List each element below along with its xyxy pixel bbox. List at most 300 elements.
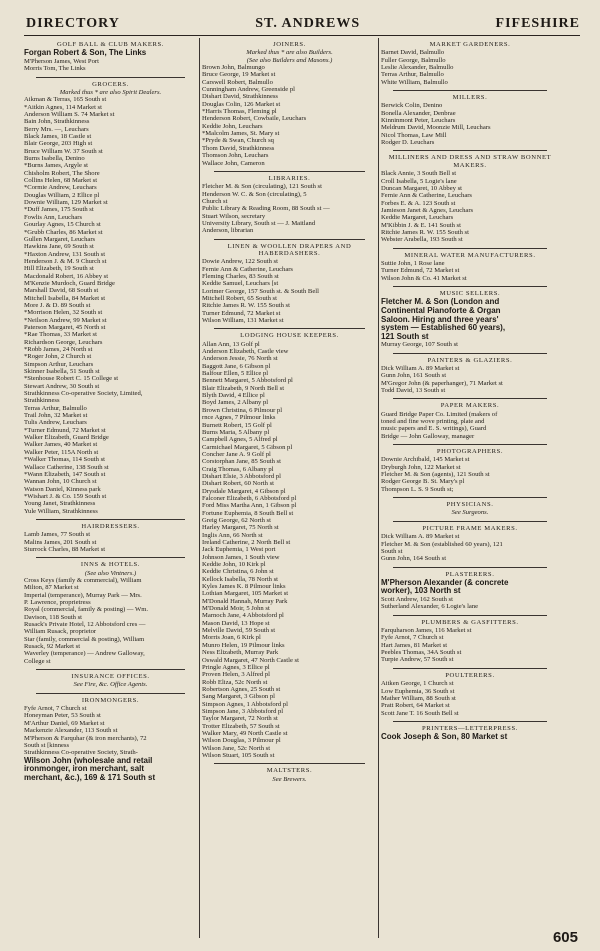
list-item: Bonella Alexander, Denbrae — [381, 109, 456, 117]
list-item: *Neilson Andrew, 99 Market st — [24, 316, 107, 324]
list-item: Turpie Andrew, 57 South st — [381, 656, 454, 664]
list-item: Berry Mrs. —, Leuchars — [24, 125, 89, 133]
list-item: Douglas William, 2 Ellice pl — [24, 191, 100, 199]
list-item: Ireland Catherine, 2 North Bell st — [202, 539, 291, 546]
list-item: Hill Elizabeth, 19 South st — [24, 265, 94, 273]
list-item: Rodger George B. St. Mary's pl — [381, 478, 465, 486]
list-item: Milton, 87 Market st — [24, 584, 79, 592]
list-item: Sang Margaret, 3 Gibson pl — [202, 693, 275, 701]
list-item: toned and fine wove printing, plate and — [381, 418, 485, 426]
list-item: Fuller George, Balmullo — [381, 56, 446, 64]
list-item: Mitchell Isabella, 84 Market st — [24, 294, 106, 302]
section-title-picture-frame: PICTURE FRAME MAKERS. — [422, 524, 518, 532]
list-item: Henderson Robert, Cowbaile, Leuchars — [202, 115, 307, 123]
list-item: Forbes E. & A. 123 South st — [381, 199, 456, 207]
section-title-paper-makers: PAPER MAKERS. — [440, 402, 500, 410]
list-item: Wilson John (wholesale and retail — [24, 756, 153, 765]
list-item: Proven Helen, 3 Alfred pl — [202, 671, 270, 679]
list-item: M'Pherson James, West Port — [24, 57, 99, 65]
list-item: Campbell Agnes, 5 Alfred pl — [202, 436, 278, 444]
list-item: Carmichael Margaret, 5 Gibson pl — [202, 443, 293, 451]
list-item: Bennett Margaret, 5 Abbotsford pl — [202, 377, 293, 385]
section-title-physicians: PHYSICIANS. — [446, 501, 494, 509]
list-item: Gunn John, 161 South st — [381, 372, 447, 380]
list-item: Anderson, librarian — [202, 227, 254, 235]
list-item: Star (family, commercial & posting), William — [24, 635, 145, 643]
list-item: Fortune Euphemia, 8 South Bell st — [202, 509, 294, 517]
poulterers-list — [381, 680, 559, 717]
list-item: Marnoch Jane, 4 Abbotsford pl — [202, 612, 284, 620]
list-item: Cunningham Andrew, Greenside pl — [202, 86, 295, 94]
grocers-note: Marked thus * are also Spirit Dealers. — [59, 88, 162, 96]
section-divider — [214, 171, 365, 172]
mineral-water-list — [381, 260, 559, 282]
list-item: Munro Helen, 19 Pilmour links — [202, 641, 285, 649]
section-title-lodging: LODGING HOUSE KEEPERS. — [240, 332, 339, 340]
list-item: Strathkinness Co-operative Society, Limited, — [24, 390, 143, 398]
list-item: Mackenzie Alexander, 113 South st — [24, 727, 118, 735]
list-item: M'Kibbin J. & E. 141 South st — [381, 221, 461, 229]
list-item: Taylor Margaret, 72 North st — [202, 715, 278, 723]
list-item: Brown Christina, 6 Pilmour pl — [202, 406, 283, 414]
list-item: Nicol Thomas, Law Mill — [381, 131, 447, 139]
list-item: Concher Jane A. 9 Golf pl — [202, 450, 271, 458]
linen-list — [202, 258, 377, 324]
page-header — [26, 16, 580, 36]
list-item: Kellock Isabella, 78 North st — [202, 575, 278, 583]
list-item: Anderson Elizabeth, Castle view — [202, 348, 289, 356]
list-item: Keddie Christina, 6 John st — [202, 568, 274, 576]
list-item: Morris Tom, The Links — [24, 65, 86, 73]
list-item: Pratt Robert, 64 Market st — [381, 702, 450, 710]
section-divider — [214, 763, 365, 764]
list-item: Turner Edmund, 72 Market st — [202, 309, 281, 317]
section-divider — [393, 521, 547, 522]
list-item: Lothian Margaret, 105 Market st — [202, 590, 289, 598]
section-title-maltsters: MALTSTERS. — [266, 767, 313, 775]
list-item: Royal (commercial, family & posting) — Wm. — [24, 606, 149, 614]
printers-bold-entry: Cook Joseph & Son, 80 Market st — [381, 733, 508, 742]
joiners-note-2: (See also Builders and Masons.) — [246, 56, 333, 64]
list-item: *Stenhouse Robert C. 15 College st — [24, 375, 119, 383]
list-item: Greig George, 62 North st — [202, 516, 271, 524]
plasterers-list — [381, 596, 559, 611]
list-item: South st — [381, 547, 403, 555]
list-item: Lamb James, 77 South st — [24, 531, 91, 539]
list-item: Fernie Ann & Catherine, Leuchars — [202, 265, 294, 273]
list-item: Public Library & Reading Room, 88 South st — — [202, 205, 330, 213]
list-item: *Morrison Helen, 32 South st — [24, 309, 103, 317]
list-item: Corstorphan Jane, 85 South st — [202, 458, 281, 466]
list-item: White William, Balmullo — [381, 78, 448, 86]
list-item: Fletcher M. & Son (established 60 years), 121 — [381, 540, 503, 548]
list-item: M'Kenzie Murdoch, Guard Bridge — [24, 279, 115, 287]
list-item: Croll Isabella, 5 Logie's lane — [381, 177, 457, 185]
list-item: Ford Miss Martha Ann, 1 Gibson pl — [202, 502, 297, 510]
list-item: Rusack's Private Hotel, 12 Abbotsford cres — — [24, 621, 146, 629]
list-item: Farquharson James, 116 Market st — [381, 627, 472, 635]
list-item: Marshall David, 68 South st — [24, 287, 99, 295]
list-item: Blair George, 203 High st — [24, 140, 93, 148]
section-title-milliners: MILLINERS AND DRESS AND STRAW BONNET MAKERS. — [388, 154, 552, 169]
list-item: Wilson John & Co. 41 Market st — [381, 274, 467, 282]
list-item: *Aitkin Agnes, 114 Market st — [24, 103, 102, 111]
list-item: Fyfe Arnot, 7 Church st — [381, 634, 444, 642]
market-gardeners-list — [381, 49, 559, 86]
header-center: ST. ANDREWS — [255, 16, 361, 31]
list-item: *Burns James, Argyle st — [24, 162, 88, 170]
list-item: M'Pherson & Farquhar (& iron merchants), 72 — [24, 734, 147, 742]
physicians-note: See Surgeons. — [451, 509, 489, 517]
list-item: *Roger John, 2 Church st — [24, 353, 92, 361]
list-item: Black James, 18 Castle st — [24, 133, 92, 141]
list-item: Kinninmont Peter, Leuchars — [381, 117, 456, 125]
list-item: *Duff James, 175 South st — [24, 206, 94, 214]
milliners-list — [381, 170, 559, 243]
section-title-grocers: GROCERS. — [92, 80, 129, 88]
list-item: Gullen Margaret, Leuchars — [24, 235, 96, 243]
section-divider — [36, 557, 185, 558]
list-item: Dryburgh John, 122 Market st — [381, 463, 461, 471]
list-item: Inglis Ann, 66 North st — [202, 531, 263, 539]
libraries-list — [202, 183, 377, 234]
list-item: Fowlis Ann, Leuchars — [24, 213, 83, 221]
list-item: Hart James, 81 Market st — [381, 641, 448, 649]
section-title-music-sellers: MUSIC SELLERS. — [439, 289, 501, 297]
list-item: Peebles Thomas, 34A South st — [381, 649, 462, 657]
list-item: Brown John, Balmungo — [202, 64, 265, 72]
list-item: Morris Joan, 6 Kirk pl — [202, 634, 261, 642]
list-item: Wallace Catherine, 138 South st — [24, 463, 109, 471]
list-item: *Pryde & Swan, Church sq — [202, 137, 274, 145]
maltsters-note: See Brewers. — [272, 775, 307, 783]
section-title-hairdressers: HAIRDRESSERS. — [81, 522, 140, 530]
list-item: Trail John, 32 Market st — [24, 412, 88, 420]
list-item: Honeyman Peter, 53 South st — [24, 712, 101, 720]
music-list — [381, 341, 559, 348]
list-item: Ness Elizabeth, Murray Park — [202, 649, 279, 657]
list-item: Balfour Ellen, 5 Ellice pl — [202, 370, 269, 378]
list-item: Blair Elizabeth, 9 North Bell st — [202, 384, 285, 392]
list-item: Douglas Colin, 126 Market st — [202, 100, 281, 108]
section-divider — [393, 721, 547, 722]
list-item: University Library, South st — J. Maitland — [202, 219, 316, 227]
list-item: *Cormie Andrew, Leuchars — [24, 184, 97, 192]
list-item: Sturrock Charles, 88 Market st — [24, 545, 106, 553]
list-item: South st [kinness — [24, 741, 70, 749]
list-item: Burnett Robert, 15 Golf pl — [202, 421, 272, 429]
joiners-note: Marked thus * are also Builders. — [246, 49, 333, 57]
list-item: Imperial (temperance), Murray Park — Mrs. — [24, 591, 142, 599]
list-item: Stuart Wilson, secretary — [202, 212, 266, 220]
hairdressers-list — [24, 531, 197, 553]
column-1 — [24, 40, 197, 936]
list-item: Fletcher M. & Son (agents), 121 South st — [381, 471, 490, 479]
list-item: M'Donald Hannah, Murray Park — [202, 597, 288, 605]
list-item: Simpson Jane, 3 Abbotsford pl — [202, 707, 284, 715]
list-item: Tulis Andrew, Leuchars — [24, 419, 87, 427]
list-item: Church st — [202, 197, 228, 205]
list-item: Dick William A. 89 Market st — [381, 364, 460, 372]
list-item: William Rusack, proprietor — [24, 628, 97, 636]
list-item: Collins Helen, 68 Market st — [24, 177, 98, 185]
list-item: 121 South st — [381, 332, 429, 341]
list-item: Melville David, 59 South st — [202, 627, 276, 635]
list-item: *Grubb Charles, 86 Market st — [24, 228, 103, 236]
insurance-note: See Fire, &c. Office Agents. — [73, 681, 148, 689]
list-item: Leslie Alexander, Balmullo — [381, 64, 454, 72]
list-item: Gunn John, 164 South st — [381, 555, 447, 563]
list-item: Turner Edmund, 72 Market st — [381, 267, 460, 275]
list-item: Bruce George, 19 Market st — [202, 71, 276, 79]
list-item: Wilson Douglas, 3 Pilmour pl — [202, 737, 281, 745]
list-item: Hawkins Jane, 69 South st — [24, 243, 94, 251]
list-item: Bridge — John Galloway, manager — [381, 432, 475, 440]
list-item: Thom David, Strathkinness — [202, 144, 275, 152]
header-rule — [24, 35, 580, 36]
section-divider — [393, 353, 547, 354]
list-item: worker), 103 North st — [381, 587, 461, 596]
list-item: Wannan John, 10 Church st — [24, 478, 97, 486]
list-item: Chisholm Robert, The Shore — [24, 169, 100, 177]
list-item: College st — [24, 657, 51, 665]
list-item: Sutherland Alexander, 6 Logie's lane — [381, 603, 479, 611]
list-item: Webster Arabella, 193 South st — [381, 236, 463, 244]
section-divider — [393, 248, 547, 249]
list-item: Keddie John, 10 Kirk pl — [202, 561, 266, 569]
list-item: Jamieson Janet & Agnes, Leuchars — [381, 206, 474, 214]
list-item: *Wishart J. & Co. 159 South st — [24, 492, 107, 500]
list-item: Terras Arthur, Balmullo — [24, 404, 87, 412]
section-divider — [393, 668, 547, 669]
list-item: rnce Agnes, 7 Pilmour links — [202, 414, 276, 422]
list-item: Stewart Andrew, 30 South st — [24, 382, 100, 390]
section-divider — [36, 519, 185, 520]
list-item: Scott Andrew, 162 South st — [381, 596, 453, 604]
section-title-linen: LINEN & WOOLLEN DRAPERS AND HABERDASHERS. — [227, 242, 352, 257]
section-title-painters: PAINTERS & GLAZIERS. — [427, 356, 513, 364]
list-item: Henderson W. C. & Son (circulating), 5 — [202, 190, 307, 198]
section-title-millers: MILLERS. — [452, 94, 488, 102]
list-item: Aikman & Terras, 165 South st — [24, 96, 107, 104]
section-divider — [393, 90, 547, 91]
list-item: Wilson William, 131 Market st — [202, 317, 284, 325]
list-item: Dick William A. 89 Market st — [381, 533, 460, 541]
list-item: *Turner Edmund, 72 Market st — [24, 426, 106, 434]
section-title-photographers: PHOTOGRAPHERS. — [436, 448, 504, 456]
list-item: Paterson Margaret, 45 North st — [24, 323, 106, 331]
list-item: Walker Peter, 115A North st — [24, 448, 99, 456]
list-item: Jack Euphemia, 1 West port — [202, 546, 276, 554]
section-title-libraries: LIBRARIES. — [268, 174, 311, 182]
list-item: Gourlay Agnes, 15 Church st — [24, 221, 101, 229]
list-item: Dishart Robert, 60 North st — [202, 480, 274, 488]
section-divider — [393, 497, 547, 498]
list-item: Wallace John, Cameron — [202, 159, 265, 167]
list-item: Simpson Arthur, Leuchars — [24, 360, 94, 368]
section-title-golf: GOLF BALL & CLUB MAKERS. — [56, 41, 165, 48]
section-title-inns: INNS & HOTELS. — [80, 561, 141, 569]
section-title-poulterers: POULTERERS. — [445, 671, 495, 679]
section-title-ironmongers: IRONMONGERS. — [81, 696, 140, 704]
list-item: *Walker Thomas, 114 South st — [24, 456, 105, 464]
list-item: Berwick Colin, Denino — [381, 102, 443, 110]
list-item: M'Arthur Daniel, 69 Market st — [24, 719, 105, 727]
list-item: Fleming Charles, 83 South st — [202, 272, 279, 280]
inns-note: (See also Vintners.) — [84, 569, 137, 577]
list-item: Mason David, 13 Hope st — [202, 619, 270, 627]
ironmongers-list — [24, 705, 197, 756]
photographers-list — [381, 456, 559, 493]
section-title-market-gardeners: MARKET GARDENERS. — [429, 41, 511, 48]
list-item: Suttie John, 1 Rose lane — [381, 259, 445, 267]
list-item: Mitchell Robert, 65 South st — [202, 295, 277, 302]
list-item: Keddie Samuel, Leuchars [st — [202, 280, 279, 288]
list-item: Mather William, 88 South st — [381, 694, 456, 702]
list-item: Anderson Jessie, 76 North st — [202, 355, 278, 363]
list-item: Todd David, 13 South st — [381, 387, 446, 394]
list-item: *Wann Elizabeth, 147 South st — [24, 470, 106, 478]
list-item: P. Lawrence, proprietress — [24, 599, 91, 606]
section-divider — [36, 669, 185, 670]
section-divider — [214, 328, 365, 329]
paper-makers-list — [381, 411, 559, 440]
list-item: Drysdale Margaret, 4 Gibson pl — [202, 487, 286, 495]
section-title-plasterers: PLASTERERS. — [445, 570, 495, 578]
grocers-list — [24, 96, 197, 515]
list-item: Burns Maria, 5 Albany pl — [202, 428, 270, 436]
list-item: Walker Elizabeth, Guard Bridge — [24, 434, 109, 442]
list-item: Burns Isabella, Denino — [24, 155, 85, 163]
list-item: Boyd James, 2 Albany pl — [202, 399, 269, 407]
list-item: Aitken George, 1 Church st — [381, 680, 454, 688]
lodging-list — [202, 341, 377, 760]
list-item: Downie Archibald, 145 Market st — [381, 456, 470, 464]
list-item: Oswald Margaret, 47 North Castle st — [202, 656, 299, 664]
list-item: Davison, 118 South st — [24, 613, 83, 621]
list-item: Terras Arthur, Balmullo — [381, 71, 444, 79]
list-item: Guard Bridge Paper Co. Limited (makers of — [381, 410, 498, 418]
list-item: Anderson William S. 74 Market st — [24, 111, 115, 118]
list-item: Keddie Margaret, Leuchars — [381, 214, 454, 222]
list-item: *Robb James, 24 North st — [24, 346, 93, 353]
list-item: Baggott Jane, 6 Gibson pl — [202, 362, 271, 370]
list-item: Thomson John, Leuchars — [202, 152, 269, 160]
list-item: music papers and E. S. writings), Guard — [381, 425, 487, 433]
list-item: Henderson J. & M. 9 Church st — [24, 257, 107, 265]
section-divider — [393, 567, 547, 568]
column-3 — [381, 40, 559, 936]
list-item: Wilson Jane, 52c North st — [202, 744, 271, 752]
list-item: Allan Ann, 13 Golf pl — [202, 340, 260, 348]
list-item: Black Annie, 3 South Bell st — [381, 170, 457, 178]
list-item: *Rae Thomas, 33 Market st — [24, 331, 97, 339]
list-item: Waverley (temperance) — Andrew Galloway, — [24, 650, 145, 658]
list-item: Fyfe Arnot, 7 Church st — [24, 705, 87, 713]
list-item: Harley Margaret, 75 North st — [202, 524, 279, 532]
list-item: *Malcolm James, St. Mary st — [202, 130, 280, 138]
column-2 — [202, 40, 377, 936]
list-item: Strathkinness — [24, 397, 60, 405]
section-title-joiners: JOINERS. — [273, 41, 306, 48]
section-title-plumbers: PLUMBERS & GASFITTERS. — [421, 618, 519, 626]
list-item: *Harris Thomas, Fleming pl — [202, 108, 277, 116]
ironmongers-bold-list — [24, 757, 197, 783]
list-item: Wilson Stuart, 105 South st — [202, 751, 275, 759]
list-item: Robb Eliza, 52c North st — [202, 678, 268, 686]
list-item: Strathkinness Co-operative Society, Strath- — [24, 749, 138, 757]
painters-list — [381, 365, 559, 394]
list-item: Duncan Margaret, 10 Abbey st — [381, 184, 462, 192]
picture-frame-list — [381, 533, 559, 562]
list-item: Bain John, Strathkinness — [24, 118, 90, 126]
list-item: More J. & D. 89 South st — [24, 301, 91, 309]
section-divider — [214, 239, 365, 240]
section-divider — [393, 150, 547, 151]
list-item: Robertson Agnes, 25 South st — [202, 685, 281, 693]
list-item: Malins James, 201 South st — [24, 538, 97, 546]
section-divider — [36, 77, 185, 78]
list-item: Saloon. Hiring and three years' — [381, 315, 499, 324]
list-item: Trotter Elizabeth, 57 South st — [202, 722, 280, 730]
list-item: Fletcher M. & Son (London and — [381, 298, 500, 307]
list-item: Craig Thomas, 6 Albany pl — [202, 465, 274, 473]
list-item: Walker James, 40 Market st — [24, 441, 98, 449]
header-right: FIFESHIRE — [495, 16, 580, 31]
list-item: Young Janet, Strathkinness — [24, 500, 96, 508]
list-item: Dowie Andrew, 122 South st — [202, 258, 278, 266]
list-item: Downie William, 129 Market st — [24, 199, 108, 207]
list-item: Cross Keys (family & commercial), William — [24, 576, 142, 584]
list-item: Continental Pianoforte & Organ — [381, 306, 501, 315]
list-item: Fernie Ann & Catherine, Leuchars — [381, 192, 473, 200]
list-item: Murray George, 107 South st — [381, 341, 458, 349]
list-item: Lorimer George, 157 South st. & South Bell — [202, 287, 319, 295]
section-divider — [36, 693, 185, 694]
list-item: M'Donald Moir, 5 John st — [202, 605, 270, 613]
column-rule — [199, 38, 200, 938]
golf-list — [24, 58, 197, 73]
section-title-insurance: INSURANCE OFFICES. — [71, 673, 150, 681]
section-divider — [393, 398, 547, 399]
plumbers-list — [381, 627, 559, 664]
plasterers-bold-list — [381, 579, 559, 596]
section-divider — [393, 444, 547, 445]
list-item: Ritchie James R. W. 155 South st — [202, 302, 290, 310]
list-item: Meldrum David, Moonzie Mill, Leuchars — [381, 124, 491, 132]
golf-bold-entry: Forgan Robert & Son, The Links — [24, 49, 147, 58]
list-item: Simpson Agnes, 1 Abbotsford pl — [202, 700, 288, 708]
music-bold-list — [381, 298, 559, 341]
list-item: Dishart David, Strathkinness — [202, 93, 279, 101]
list-item: Thompson L. S. 9 South st; — [381, 485, 454, 493]
column-rule — [378, 38, 379, 938]
list-item: Dishart Elsie, 3 Abbotsford pl — [202, 472, 281, 480]
list-item: M'Pherson Alexander (& concrete — [381, 578, 509, 587]
list-item: Richardson George, Leuchars — [24, 338, 103, 346]
list-item: Carswell Robert, Balmullo — [202, 78, 273, 86]
list-item: Barnet David, Balmullo — [381, 49, 445, 57]
list-item: ironmonger, iron merchant, salt — [24, 765, 145, 774]
section-divider — [393, 286, 547, 287]
list-item: Rusack, 92 Market st — [24, 643, 81, 651]
list-item: Macdonald Robert, 16 Abbey st — [24, 272, 109, 280]
list-item: Keddie John, Leuchars — [202, 122, 263, 130]
list-item: merchant, &c.), 169 & 171 South st — [24, 773, 156, 782]
section-title-mineral-water: MINERAL WATER MANUFACTURERS. — [404, 251, 536, 259]
list-item: Johnson James, 1 South view — [202, 553, 280, 561]
list-item: system — Established 60 years), — [381, 324, 506, 333]
